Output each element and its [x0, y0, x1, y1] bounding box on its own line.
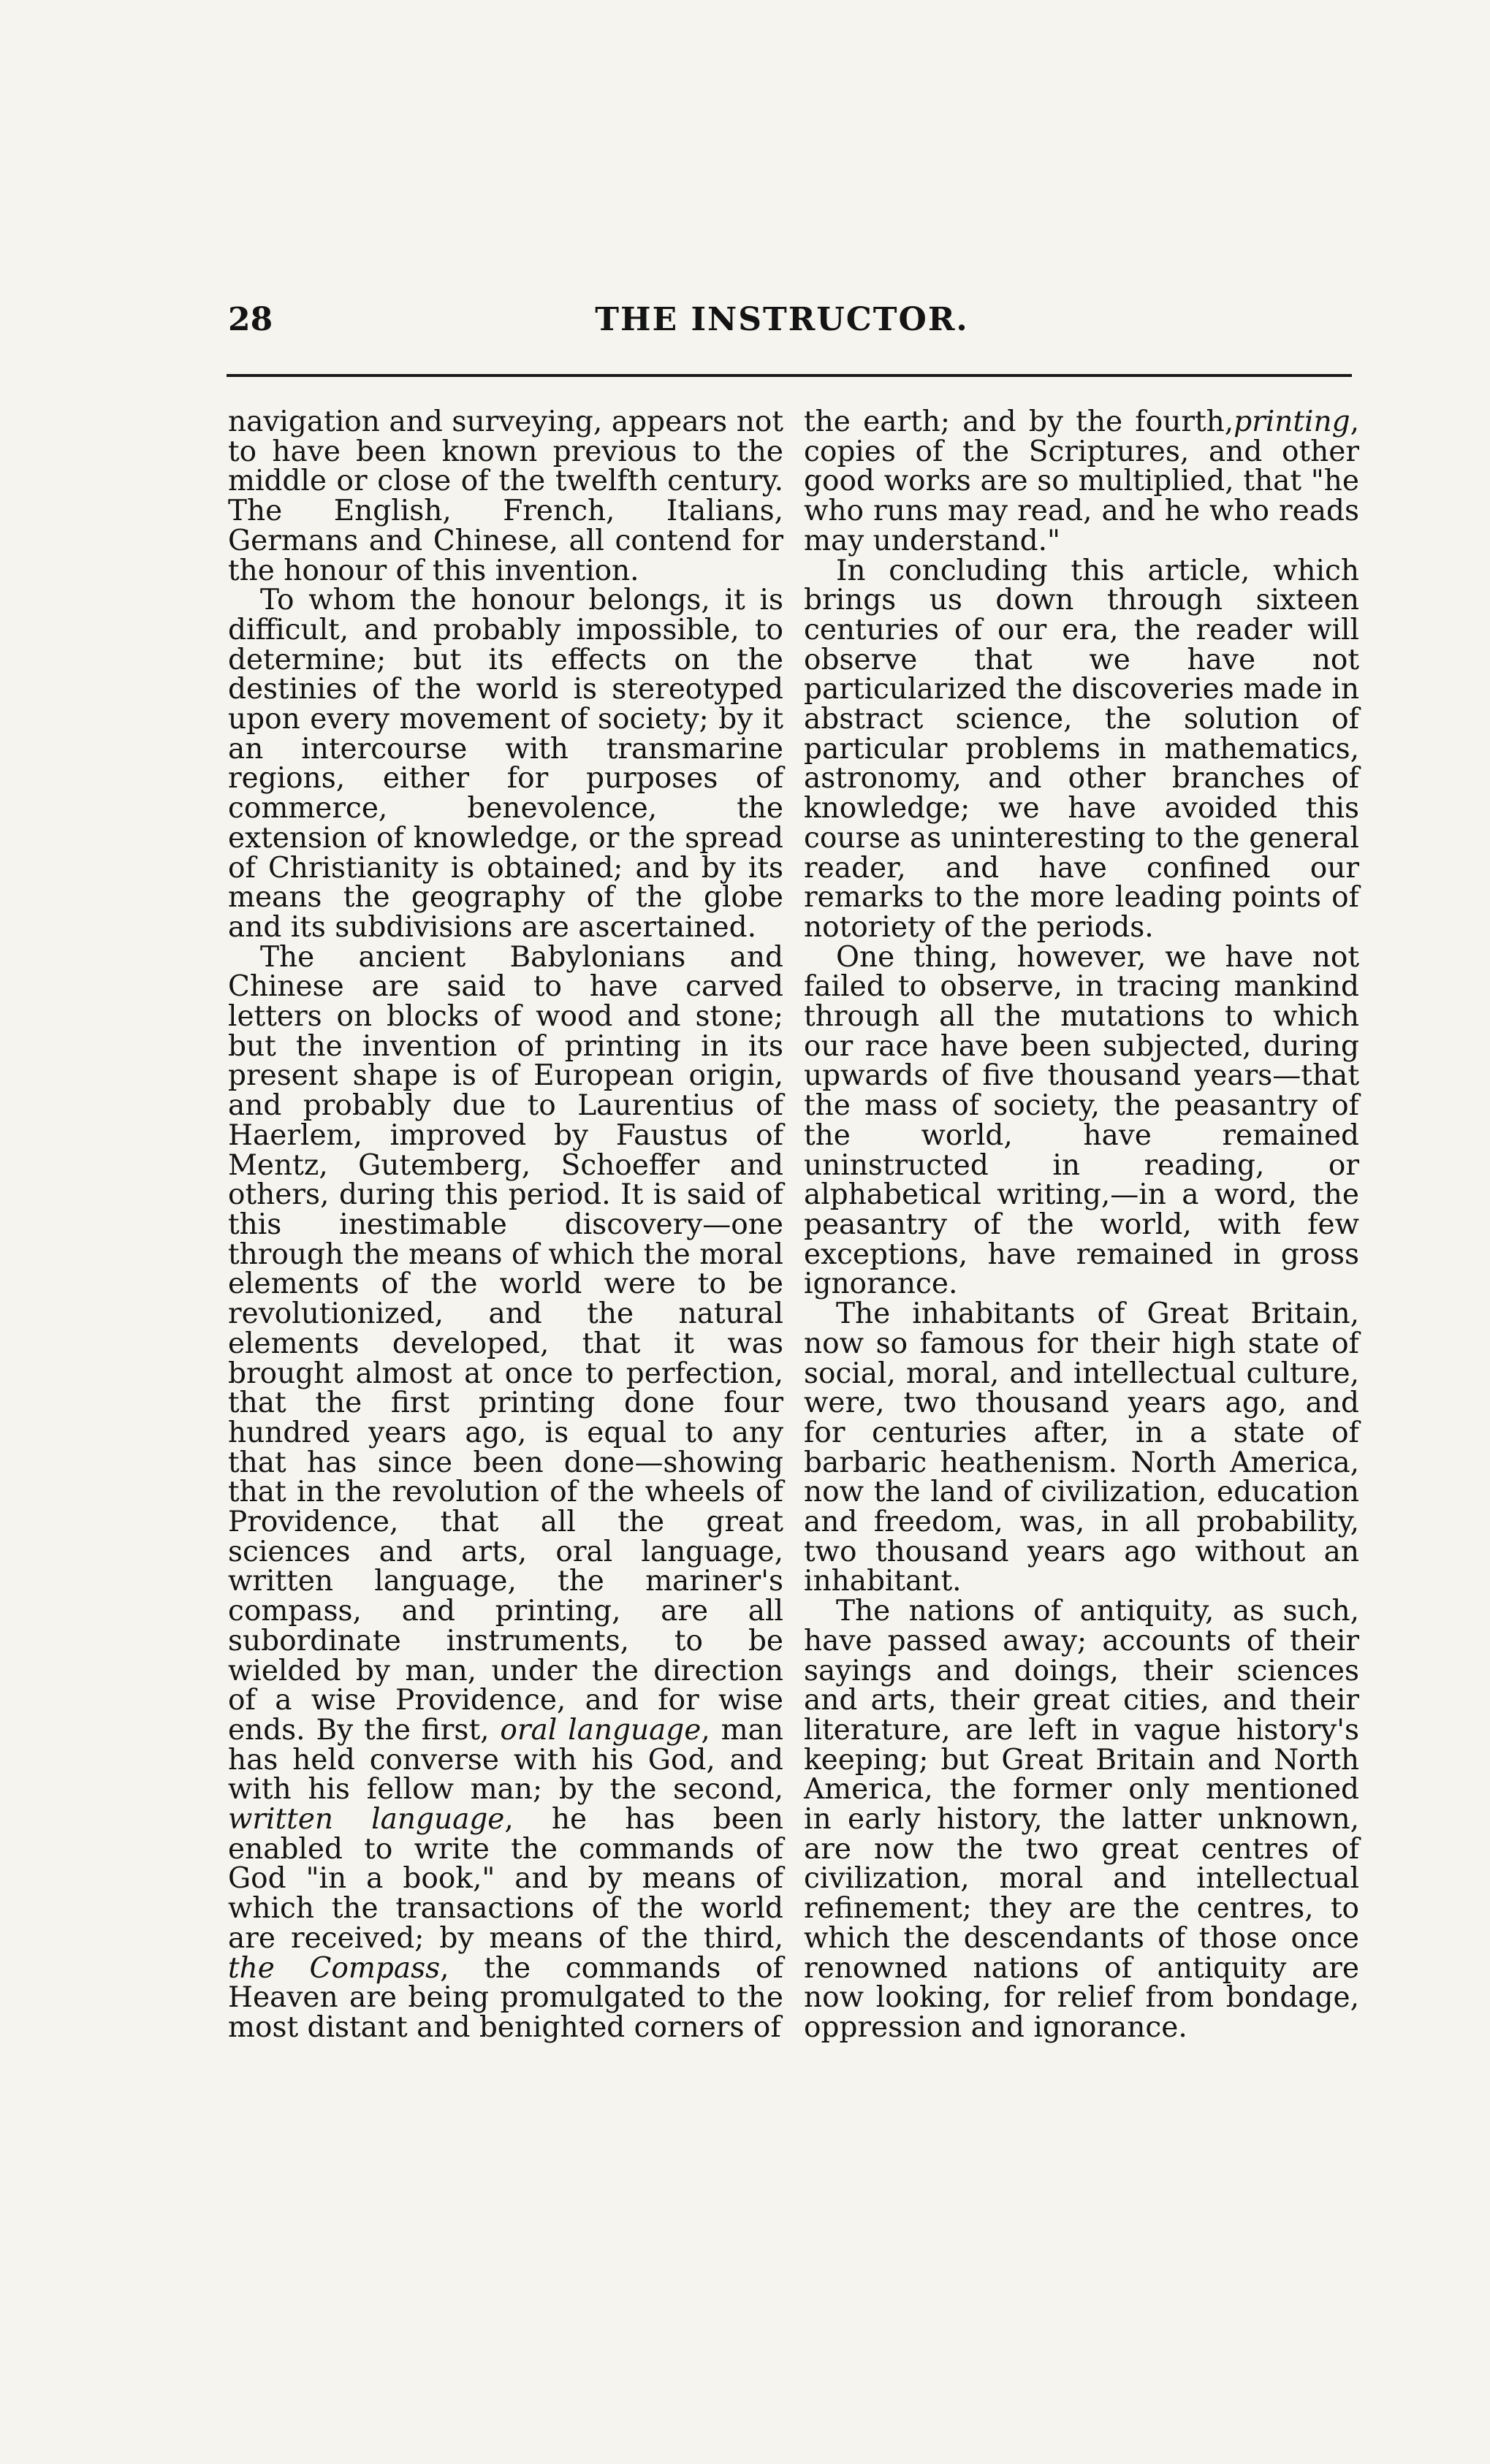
paragraph [228, 940, 783, 2044]
text-run: The ancient Babylonians and Chinese are said to have carved letters on blocks of wood and stone; but the invention of printing in its present shape is of European origin, and probably due to Laurentius of Haerlem, improved by Faustus of Mentz, Gutemberg, Schoeffer and others, during this period. It is said of this inestimable discovery—one through the means of which the moral elements of the world were to be revolutionized, and the natural elements developed, that it was brought almost at once to perfection, that the first printing done four hundred years ago, is equal to any that has since been done—showing that in the revolution of the wheels of Providence, that all the great sciences and arts, oral language, written language, the mariner's compass, and printing, are all subordinate instruments, to be wielded by man, under the direction of a wise Providence, and for wise ends. By the first, [228, 940, 783, 1747]
text-run: , man has held converse with his God, and with his fellow man; by the second, [228, 1713, 783, 1807]
paragraph: In concluding this article, which brings us down through sixteen centuries of our era, the reader will observe that we have not particularized the discoveries made in abstract science, the solution of particular problems in mathematics, astronomy, and other branches of knowledge; we have avoided this course as uninteresting to the general reader, and have confined our remarks to the more leading points of notoriety of the periods. [804, 554, 1359, 944]
text-run: , copies of the Scriptures, and other good works are so multiplied, that "he who runs may read, and he who reads may understand." [804, 405, 1359, 557]
italic-term-written-language: written language [228, 1803, 505, 1836]
left-column [228, 405, 783, 2044]
italic-term-printing: printing [1234, 405, 1350, 438]
paragraph [804, 405, 1359, 557]
paragraph: To whom the honour belongs, it is difficult, and probably impossible, to determine; but its effects on the destinies of the world is stereotyped upon every movement of society; by it an intercourse with transmarine regions, either for purposes of commerce, benevolence, the extension of knowledge, or the spread of Christianity is obtained; and by its means the geography of the globe and its subdivisions are ascertained. [228, 584, 783, 944]
paragraph: The inhabitants of Great Britain, now so famous for their high state of social, moral, and intellectual culture, were, two thousand years ago, and for centuries after, in a state of barbaric heathenism. North America, now the land of civilization, education and freedom, was, in all probability, two thousand years ago without an inhabitant. [804, 1297, 1359, 1598]
paragraph: navigation and surveying, appears not to have been known previous to the middle or close of the twelfth century. The English, French, Italians, Germans and Chinese, all contend for the honour of this invention. [228, 405, 783, 587]
text-run: the earth; and by the fourth, [804, 405, 1234, 438]
header-rule [227, 374, 1352, 377]
paragraph: One thing, however, we have not failed to observe, in tracing mankind through all the mutations to which our race have been subjected, during upwards of five thousand years—that the mass of society, the peasantry of the world, have remained uninstructed in reading, or alphabetical writing,—in a word, the peasantry of the world, with few exceptions, have remained in gross ignorance. [804, 940, 1359, 1301]
text-run: , he has been enabled to write the commands of God "in a book," and by means of which the transactions of the world are received; by means of the third, [228, 1803, 783, 1955]
italic-term-oral-language: oral language [500, 1713, 702, 1747]
paragraph: The nations of antiquity, as such, have passed away; accounts of their sayings and doings, their sciences and arts, their great cities, and their literature, are left in vague history's keeping; but Great Britain and North America, the former only mentioned in early history, the latter unknown, are now the two great centres of civilization, moral and intellectual refinement; they are the centres, to which the descendants of those once renowned nations of antiquity are now looking, for relief from bondage, oppression and ignorance. [804, 1595, 1359, 2044]
page-number: 28 [228, 301, 273, 338]
italic-term-compass: the Compass [228, 1951, 441, 1985]
text-run: , the commands of Heaven are being promulgated to the most distant and benighted corners of [228, 1951, 783, 2044]
page-header [212, 298, 1352, 342]
right-column [804, 405, 1359, 2044]
running-title: THE INSTRUCTOR. [595, 301, 969, 338]
